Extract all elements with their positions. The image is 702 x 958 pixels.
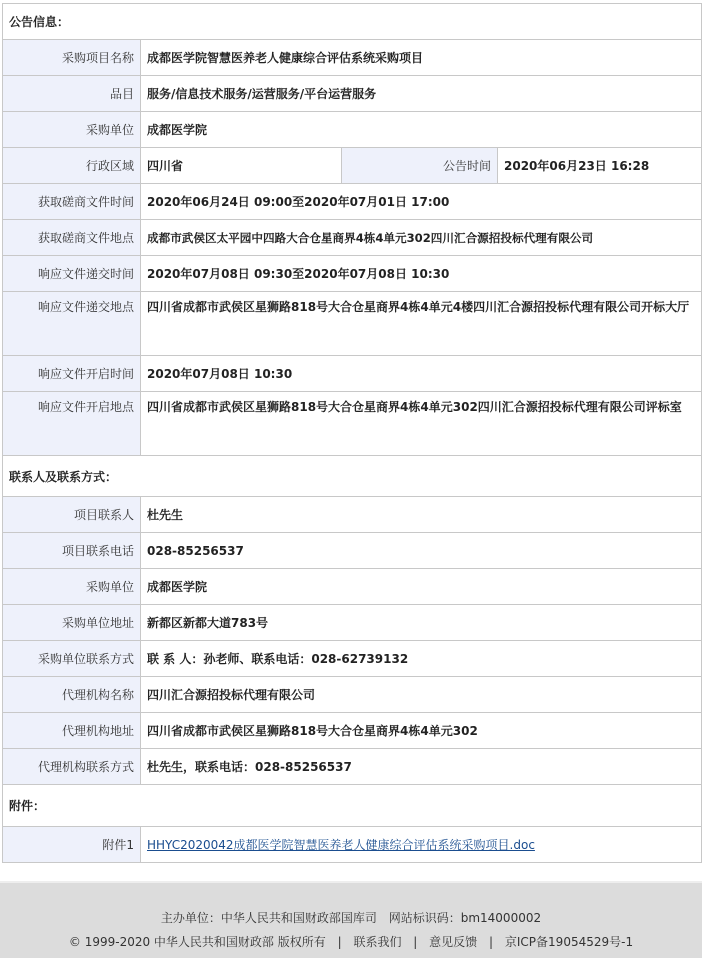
project-name-value: 成都医学院智慧医养老人健康综合评估系统采购项目	[141, 40, 702, 76]
doc-get-time-value: 2020年06月24日 09:00至2020年07月01日 17:00	[141, 184, 702, 220]
attachment1-link[interactable]: HHYC2020042成都医学院智慧医养老人健康综合评估系统采购项目.doc	[147, 837, 535, 852]
purchaser-address-value: 新都区新都大道783号	[141, 605, 702, 641]
doc-get-place-value: 成都市武侯区太平园中四路大合仓星商界4栋4单元302四川汇合源招投标代理有限公司	[141, 220, 702, 256]
response-submit-place-value: 四川省成都市武侯区星狮路818号大合仓星商界4栋4单元4楼四川汇合源招投标代理有限公司开标大厅	[141, 292, 702, 356]
project-contact-label: 项目联系人	[3, 497, 141, 533]
attachment1-cell	[141, 827, 702, 863]
agency-address-label: 代理机构地址	[3, 713, 141, 749]
announce-time-label: 公告时间	[342, 148, 498, 184]
section-title-attachments: 附件：	[3, 785, 702, 827]
response-open-time-label: 响应文件开启时间	[3, 356, 141, 392]
footer-line-1	[0, 909, 702, 926]
agency-name-label: 代理机构名称	[3, 677, 141, 713]
response-open-time-value: 2020年07月08日 10:30	[141, 356, 702, 392]
purchaser-label: 采购单位	[3, 112, 141, 148]
region-value: 四川省	[141, 148, 342, 184]
section-title-contacts: 联系人及联系方式：	[3, 456, 702, 497]
section-title-announcement: 公告信息：	[3, 4, 702, 40]
response-submit-time-value: 2020年07月08日 09:30至2020年07月08日 10:30	[141, 256, 702, 292]
project-contact-value: 杜先生	[141, 497, 702, 533]
purchaser-value: 成都医学院	[141, 112, 702, 148]
project-phone-label: 项目联系电话	[3, 533, 141, 569]
agency-contact-label: 代理机构联系方式	[3, 749, 141, 785]
footer-contact-us-link[interactable]: 联系我们	[353, 935, 402, 949]
project-name-label: 采购项目名称	[3, 40, 141, 76]
response-open-place-label: 响应文件开启地点	[3, 392, 141, 456]
agency-address-value: 四川省成都市武侯区星狮路818号大合仓星商界4栋4单元302	[141, 713, 702, 749]
announce-time-value: 2020年06月23日 16:28	[498, 148, 702, 184]
agency-contact-value: 杜先生，联系电话：028-85256537	[141, 749, 702, 785]
footer-sponsor: 主办单位：中华人民共和国财政部国库司	[160, 911, 377, 925]
footer-feedback-link[interactable]: 意见反馈	[429, 935, 478, 949]
category-value: 服务/信息技术服务/运营服务/平台运营服务	[141, 76, 702, 112]
category-label: 品目	[3, 76, 141, 112]
agency-name-value: 四川汇合源招投标代理有限公司	[141, 677, 702, 713]
contact-purchaser-value: 成都医学院	[141, 569, 702, 605]
footer-icp-link[interactable]: 京ICP备19054529号-1	[504, 935, 634, 949]
footer-separator: |	[413, 935, 418, 949]
region-label: 行政区域	[3, 148, 141, 184]
page-footer	[0, 881, 702, 958]
footer-separator: |	[337, 935, 342, 949]
response-submit-time-label: 响应文件递交时间	[3, 256, 141, 292]
response-submit-place-label: 响应文件递交地点	[3, 292, 141, 356]
response-open-place-value: 四川省成都市武侯区星狮路818号大合仓星商界4栋4单元302四川汇合源招投标代理有限公司评标室	[141, 392, 702, 456]
purchaser-contact-label: 采购单位联系方式	[3, 641, 141, 677]
footer-separator: |	[489, 935, 494, 949]
purchaser-contact-value: 联 系 人：孙老师、联系电话：028-62739132	[141, 641, 702, 677]
contact-purchaser-label: 采购单位	[3, 569, 141, 605]
purchaser-address-label: 采购单位地址	[3, 605, 141, 641]
footer-site-code: 网站标识码：bm14000002	[388, 911, 542, 925]
project-phone-value: 028-85256537	[141, 533, 702, 569]
attachment1-label: 附件1	[3, 827, 141, 863]
doc-get-time-label: 获取磋商文件时间	[3, 184, 141, 220]
footer-copyright: © 1999-2020 中华人民共和国财政部 版权所有	[68, 935, 326, 949]
doc-get-place-label: 获取磋商文件地点	[3, 220, 141, 256]
footer-line-2	[0, 933, 702, 950]
announcement-table	[2, 3, 702, 863]
